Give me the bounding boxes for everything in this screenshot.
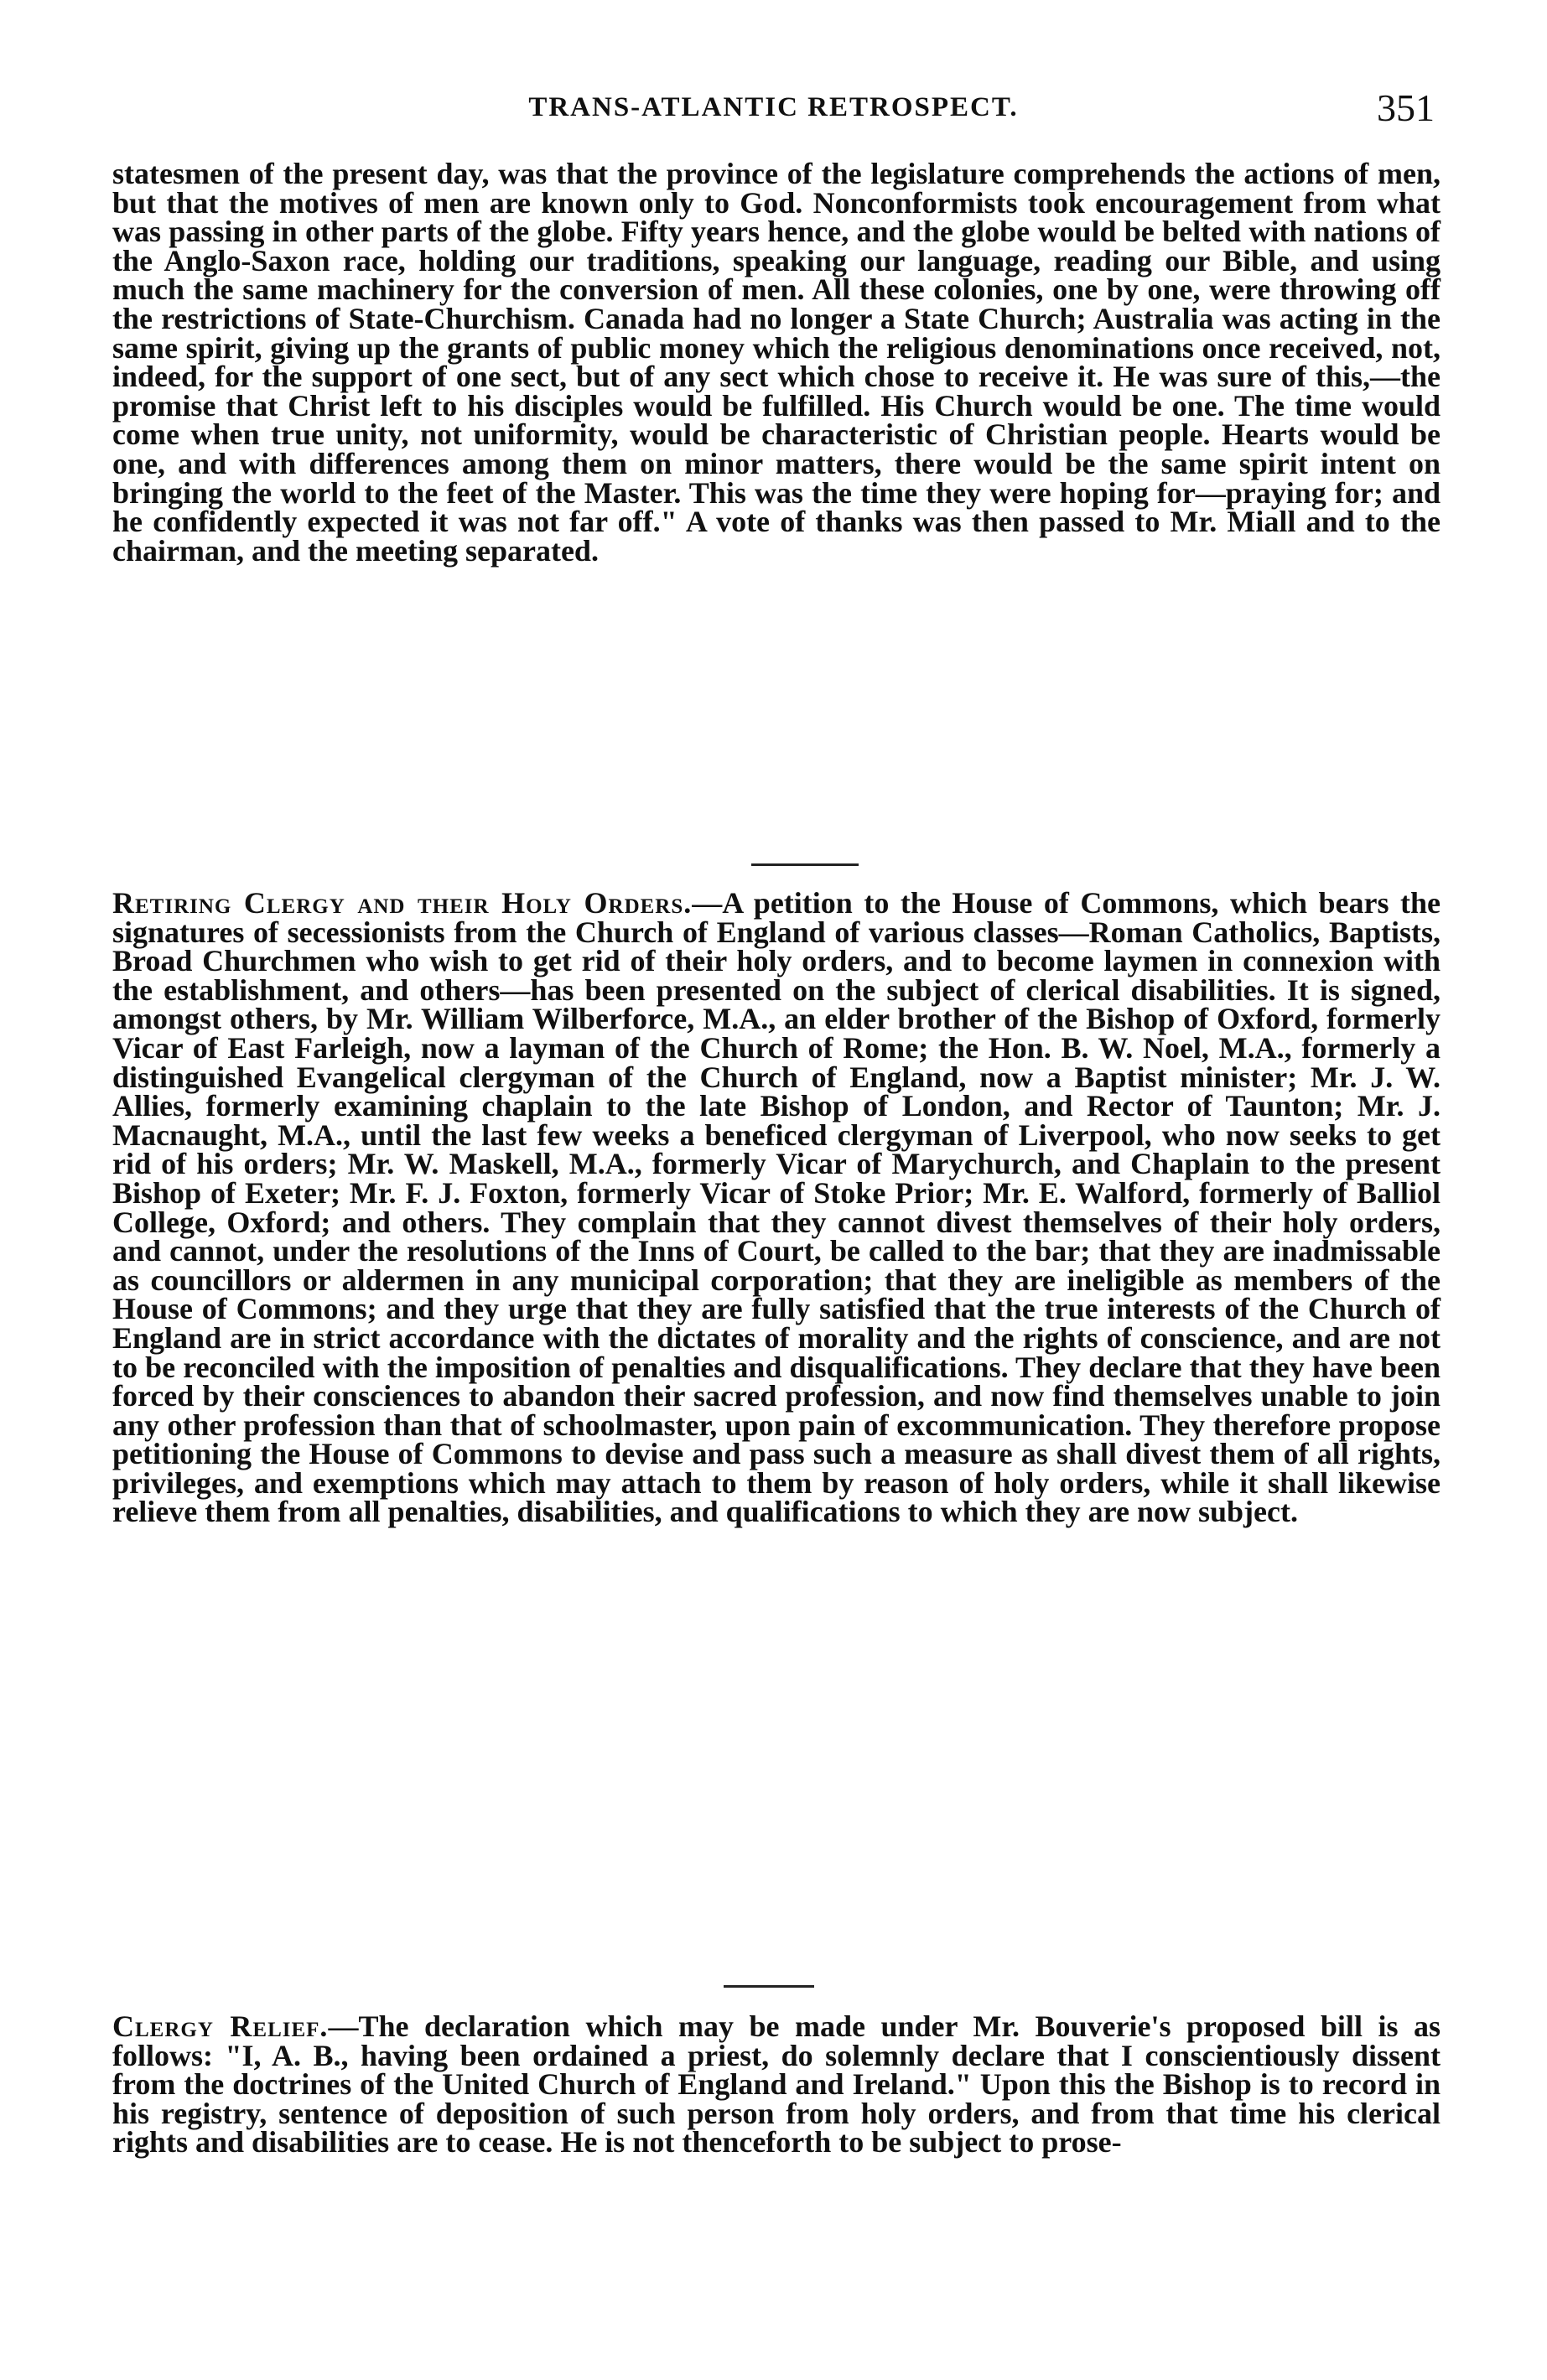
paragraph xyxy=(112,2009,1441,2160)
running-header xyxy=(0,82,1547,132)
article-retiring-clergy xyxy=(112,886,1441,1529)
section-divider xyxy=(751,863,859,866)
paragraph-text: —A petition to the House of Commons, which bears the signatures of secessionists from the Church of England of various classes—Roman Catholics, Baptists, Broad Churchmen who wish to get rid of their holy orders, and to become laymen in connexion with the establishment, and others—has been presented on the subject of clerical disabilities. It is signed, amongst others, by Mr. William Wilberforce, M.A., an elder brother of the Bishop of Oxford, formerly Vicar of East Farleigh, now a layman of the Church of Rome; the Hon. B. W. Noel, M.A., formerly a distinguished Evangelical clergyman of the Church of England, now a Baptist minister; Mr. J. W. Allies, formerly examining chaplain to the late Bishop of London, and Rector of Taunton; Mr. J. Macnaught, M.A., until the last few weeks a beneficed clergyman of Liverpool, who now seeks to get rid of his orders; Mr. W. Maskell, M.A., formerly Vicar of Marychurch, and Chaplain to the present Bishop of Exeter; Mr. F. J. Foxton, formerly Vicar of Stoke Prior; Mr. E. Walford, formerly of Balliol College, Oxford; and others. They complain that they cannot divest themselves of their holy orders, and cannot, under the resolutions of the Inns of Court, be called to the bar; that they are inadmissable as councillors or aldermen in any municipal corporation; that they are ineligible as members of the House of Commons; and they urge that they are fully satisfied that the true interests of the Church of England are in strict accordance with the dictates of morality and the rights of conscience, and are not to be reconciled with the imposition of penalties and disqualifications. They declare that they have been forced by their consciences to abandon their sacred profession, and now find themselves unable to join any other profession than that of schoolmaster, upon pain of excommunication. They therefore propose petitioning the House of Commons to devise and pass such a measure as shall divest them of all rights, privileges, and exemptions which may attach to them by reason of holy orders, while it shall likewise relieve them from all penalties, disabilities, and qualifications to which they are now subject. xyxy=(112,886,1441,1529)
page-number: 351 xyxy=(1377,86,1435,129)
paragraph-text: —The declaration which may be made under Mr. Bouverie's proposed bill is as follows: "I, A. B., having been ordained a priest, do solemnly declare that I conscientiously dissent from the doctrines of the United Church of England and Ireland." Upon this the Bishop is to record in his registry, sentence of deposition of such person from holy orders, and from that time his clerical rights and disabilities are to cease. He is not thenceforth to be subject to prose- xyxy=(112,2009,1441,2160)
section-heading: Clergy Relief. xyxy=(112,2009,329,2043)
paragraph xyxy=(112,886,1441,1529)
section-heading: Retiring Clergy and their Holy Orders. xyxy=(112,886,693,920)
paragraph-text: statesmen of the present day, was that the province of the legislature comprehends the actions of men, but that the motives of men are known only to God. Nonconformists took encouragement from what was passing in other parts of the globe. Fifty years hence, and the globe would be belted with nations of the Anglo-Saxon race, holding our traditions, speaking our language, reading our Bible, and using much the same machinery for the conversion of men. All these colonies, one by one, were throwing off the restrictions of State-Churchism. Canada had no longer a State Church; Australia was acting in the same spirit, giving up the grants of public money which the religious denominations once received, not, indeed, for the support of one sect, but of any sect which chose to receive it. He was sure of this,—the promise that Christ left to his disciples would be fulfilled. His Church would be one. The time would come when true unity, not uniformity, would be characteristic of Christian people. Hearts would be one, and with differences among them on minor matters, there would be the same spirit intent on bringing the world to the feet of the Master. This was the time they were hoping for—praying for; and he confidently expected it was not far off." A vote of thanks was then passed to Mr. Miall and to the chairman, and the meeting separated. xyxy=(112,157,1441,568)
running-title: TRANS-ATLANTIC RETROSPECT. xyxy=(528,92,1019,122)
article-continuation xyxy=(112,157,1441,568)
section-divider xyxy=(724,1985,814,1988)
article-clergy-relief xyxy=(112,2009,1441,2160)
